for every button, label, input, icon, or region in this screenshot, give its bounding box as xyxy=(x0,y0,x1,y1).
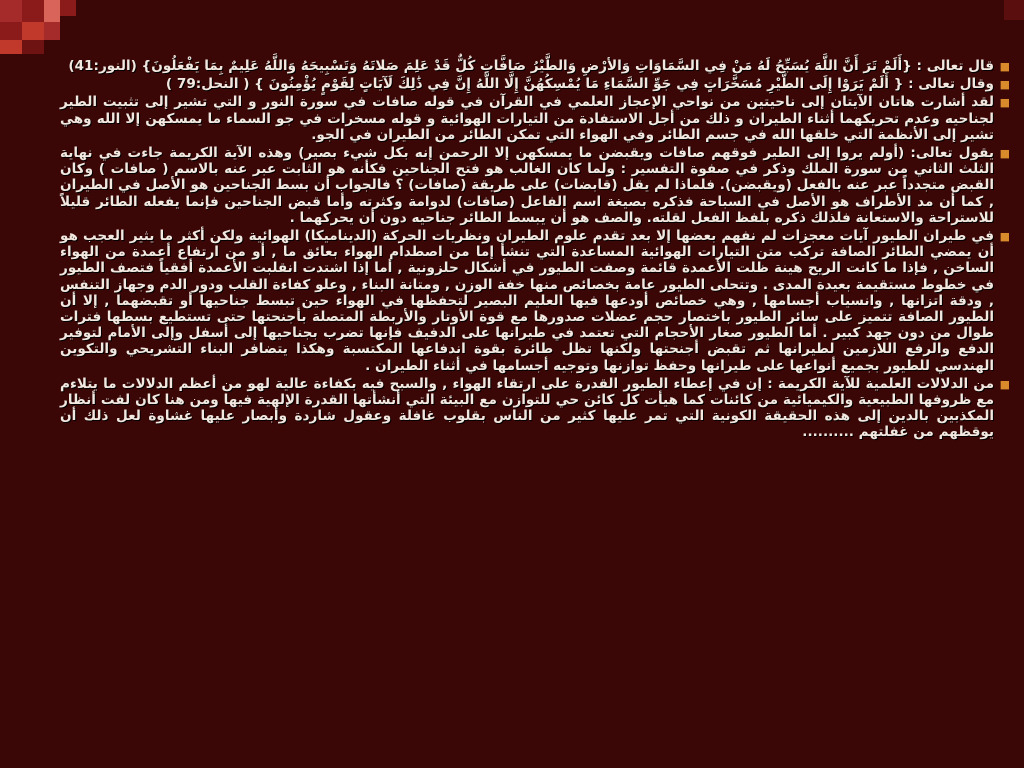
square-bullet-icon: ■ xyxy=(999,78,1010,92)
square-bullet-icon: ■ xyxy=(999,60,1010,73)
square-bullet-icon: ■ xyxy=(999,147,1010,161)
paragraph-text: في طيران الطيور آيات معجزات لم نفهم بعضها إلا بعد تقدم علوم الطيران ونظريات الحركة (الديناميكا) الهوائية ولكن أكثر ما يثير العجب هو أن يمضي الطائر الصافة تركب متن التيارات الهوائية المساعدة التي تنشأ إما من اصطدام الهواء بعائق ما , أو من ارتفاع أعمدة من الهواء الساخن , فإذا ما كانت الريح هينة ظلت الأعمدة قائمة وصفت الطيور في أشكال حلزونية , أما إذا اشتدت انقلبت الأعمدة أفقياً فتصف الطيور في خطوط مستقيمة بعيدة المدى . وتتحلى الطيور عامة بخصائص منها خفة الوزن , ومتانة البناء , وعلو كفاءة القلب ودور الدم وجهاز التنفس , ودقة اتزانها , وانسياب أجسامها , وهي خصائص أودعها فيها العليم البصير لتحفظها في الهواء حين تبسط جناحيها أو تقبضهما , إلا أن الطيور الصافة تتميز على سائر الطيور باختصار حجم عضلات صدورها مع قوة الأوتار والأربطة المتصلة بأجنحتها حتى تستطيع بسطها فترات طوال من دون جهد كبير . أما الطيور صغار الأحجام التي تعتمد في طيرانها على الدفيف فإنها تضرب بجناحيها إلى أسفل وإلى الأمام لتوفير الدفع والرفع اللازمين لطيرانها ثم تقبض أجنحتها ولكنها تظل طائرة بقوة اندفاعها المكتسبة وهكذا يتضافر البناء التشريحي والتكوين الهندسي للطيور بجميع أنواعها على طيرانها وحفظ توازنها وتوجيه أجسامها في أثناء الطيران . xyxy=(60,228,994,374)
paragraph-text: قال تعالى : {أَلَمْ تَرَ أَنَّ اللَّهَ يُسَبِّحُ لَهُ مَنْ فِي السَّمَاوَاتِ وَالأرْضِ وَالطَّيْرُ صَافَّاتٍ كُلٌّ قَدْ عَلِمَ صَلاتَهُ وَتَسْبِيحَهُ وَاللَّهُ عَلِيمٌ بِمَا يَفْعَلُونَ} (النور:41) xyxy=(68,58,994,74)
deco-square xyxy=(0,0,22,22)
deco-square xyxy=(44,22,60,40)
paragraph-list xyxy=(60,58,1008,441)
square-bullet-icon: ■ xyxy=(999,377,1010,391)
paragraph xyxy=(60,94,1008,143)
deco-square xyxy=(60,0,76,16)
paragraph-text: من الدلالات العلمية للآية الكريمة : إن في إعطاء الطيور القدرة على ارتقاء الهواء , والسبح فيه بكفاءة عالية لهو من أعظم الدلالات ما يتلاءم مع ظروفها الطبيعية والكيميائية من كائنات كما هيأت كل كائن حي للتوازن مع البيئة التي أنشأتها القدرة الإلهية فيها ومن هنا كان لفت أنظار المكذبين بالدين إلى هذه الحقيقة الكونية التي تمر عليها كثير من الناس بقلوب غافلة وعقول شاردة وأبصار عليها غشاوة لعل ذلك أن يوقظهم من غفلتهم .......... xyxy=(60,375,994,441)
paragraph xyxy=(60,76,1008,92)
paragraph xyxy=(60,228,1008,374)
deco-square xyxy=(1004,0,1024,20)
paragraph xyxy=(60,58,1008,74)
paragraph-text: يقول تعالى: (أولم يروا إلى الطير فوقهم صافات ويقبضن ما يمسكهن إلا الرحمن إنه بكل شيء بصير) وهذه الآية الكريمة جاءت في نهاية الثلث الثاني من سورة الملك وذكر في صفوة التفسير : ولما كان الغالب هو فتح الجناحين فكأنه هو الثابت عبر عنه بالاسم ( صافات ) وكان القبض متجدداً عبر عنه بالفعل (ويقبضن). فلماذا لم يقل (قابضات) على طريقة (صافات) ؟ فالجواب أن بسط الجناحين هو الأصل في الطيران , كما أن مد الأطراف هو الأصل في السباحة فذكره بصيغة اسم الفاعل (صافات) لدوامة وكثرته وأما قبض الجناحين فإنما يفعله الطائر قليلاً للاستراحة والاستعانة فلذلك ذكره بلفظ الفعل لقلته. والصف هو أن يبسط الطائر جناحيه دون أن يحركهما . xyxy=(60,145,994,226)
paragraph-text: وقال تعالى : { أَلَمْ يَرَوْا إِلَى الطَّيْرِ مُسَخَّرَاتٍ فِي جَوِّ السَّمَاءِ مَا يُمْسِكُهُنَّ إِلَّا اللَّهُ إِنَّ فِي ذَٰلِكَ لَآيَاتٍ لِقَوْمٍ يُؤْمِنُونَ } ( النحل:79 ) xyxy=(165,76,994,93)
deco-square xyxy=(22,22,44,40)
deco-square xyxy=(22,0,44,22)
square-bullet-icon: ■ xyxy=(999,230,1010,244)
square-bullet-icon: ■ xyxy=(999,96,1010,110)
paragraph xyxy=(60,145,1008,226)
deco-square xyxy=(0,22,22,40)
decorative-squares xyxy=(0,0,1024,60)
deco-square xyxy=(0,40,22,54)
paragraph-text: لقد أشارت هاتان الآيتان إلى ناحيتين من نواحي الإعجاز العلمي في القرآن في قوله صافات في سورة النور و التي تشير إلى تثبيت الطير لجناحيه وعدم تحريكهما أثناء الطيران و ذلك من أجل الاستفادة من التيارات الهوائية و قوله مسخرات في جو السماء ما يمسكهن إلا الله وهي تشير إلى الأنظمة التي خلقها الله في جسم الطائر وفي الهواء التي تمكن الطائر من الطيران في الجو. xyxy=(60,94,994,143)
slide-content xyxy=(60,58,1008,758)
deco-square xyxy=(22,40,44,54)
paragraph xyxy=(60,376,1008,441)
deco-square xyxy=(44,0,60,22)
